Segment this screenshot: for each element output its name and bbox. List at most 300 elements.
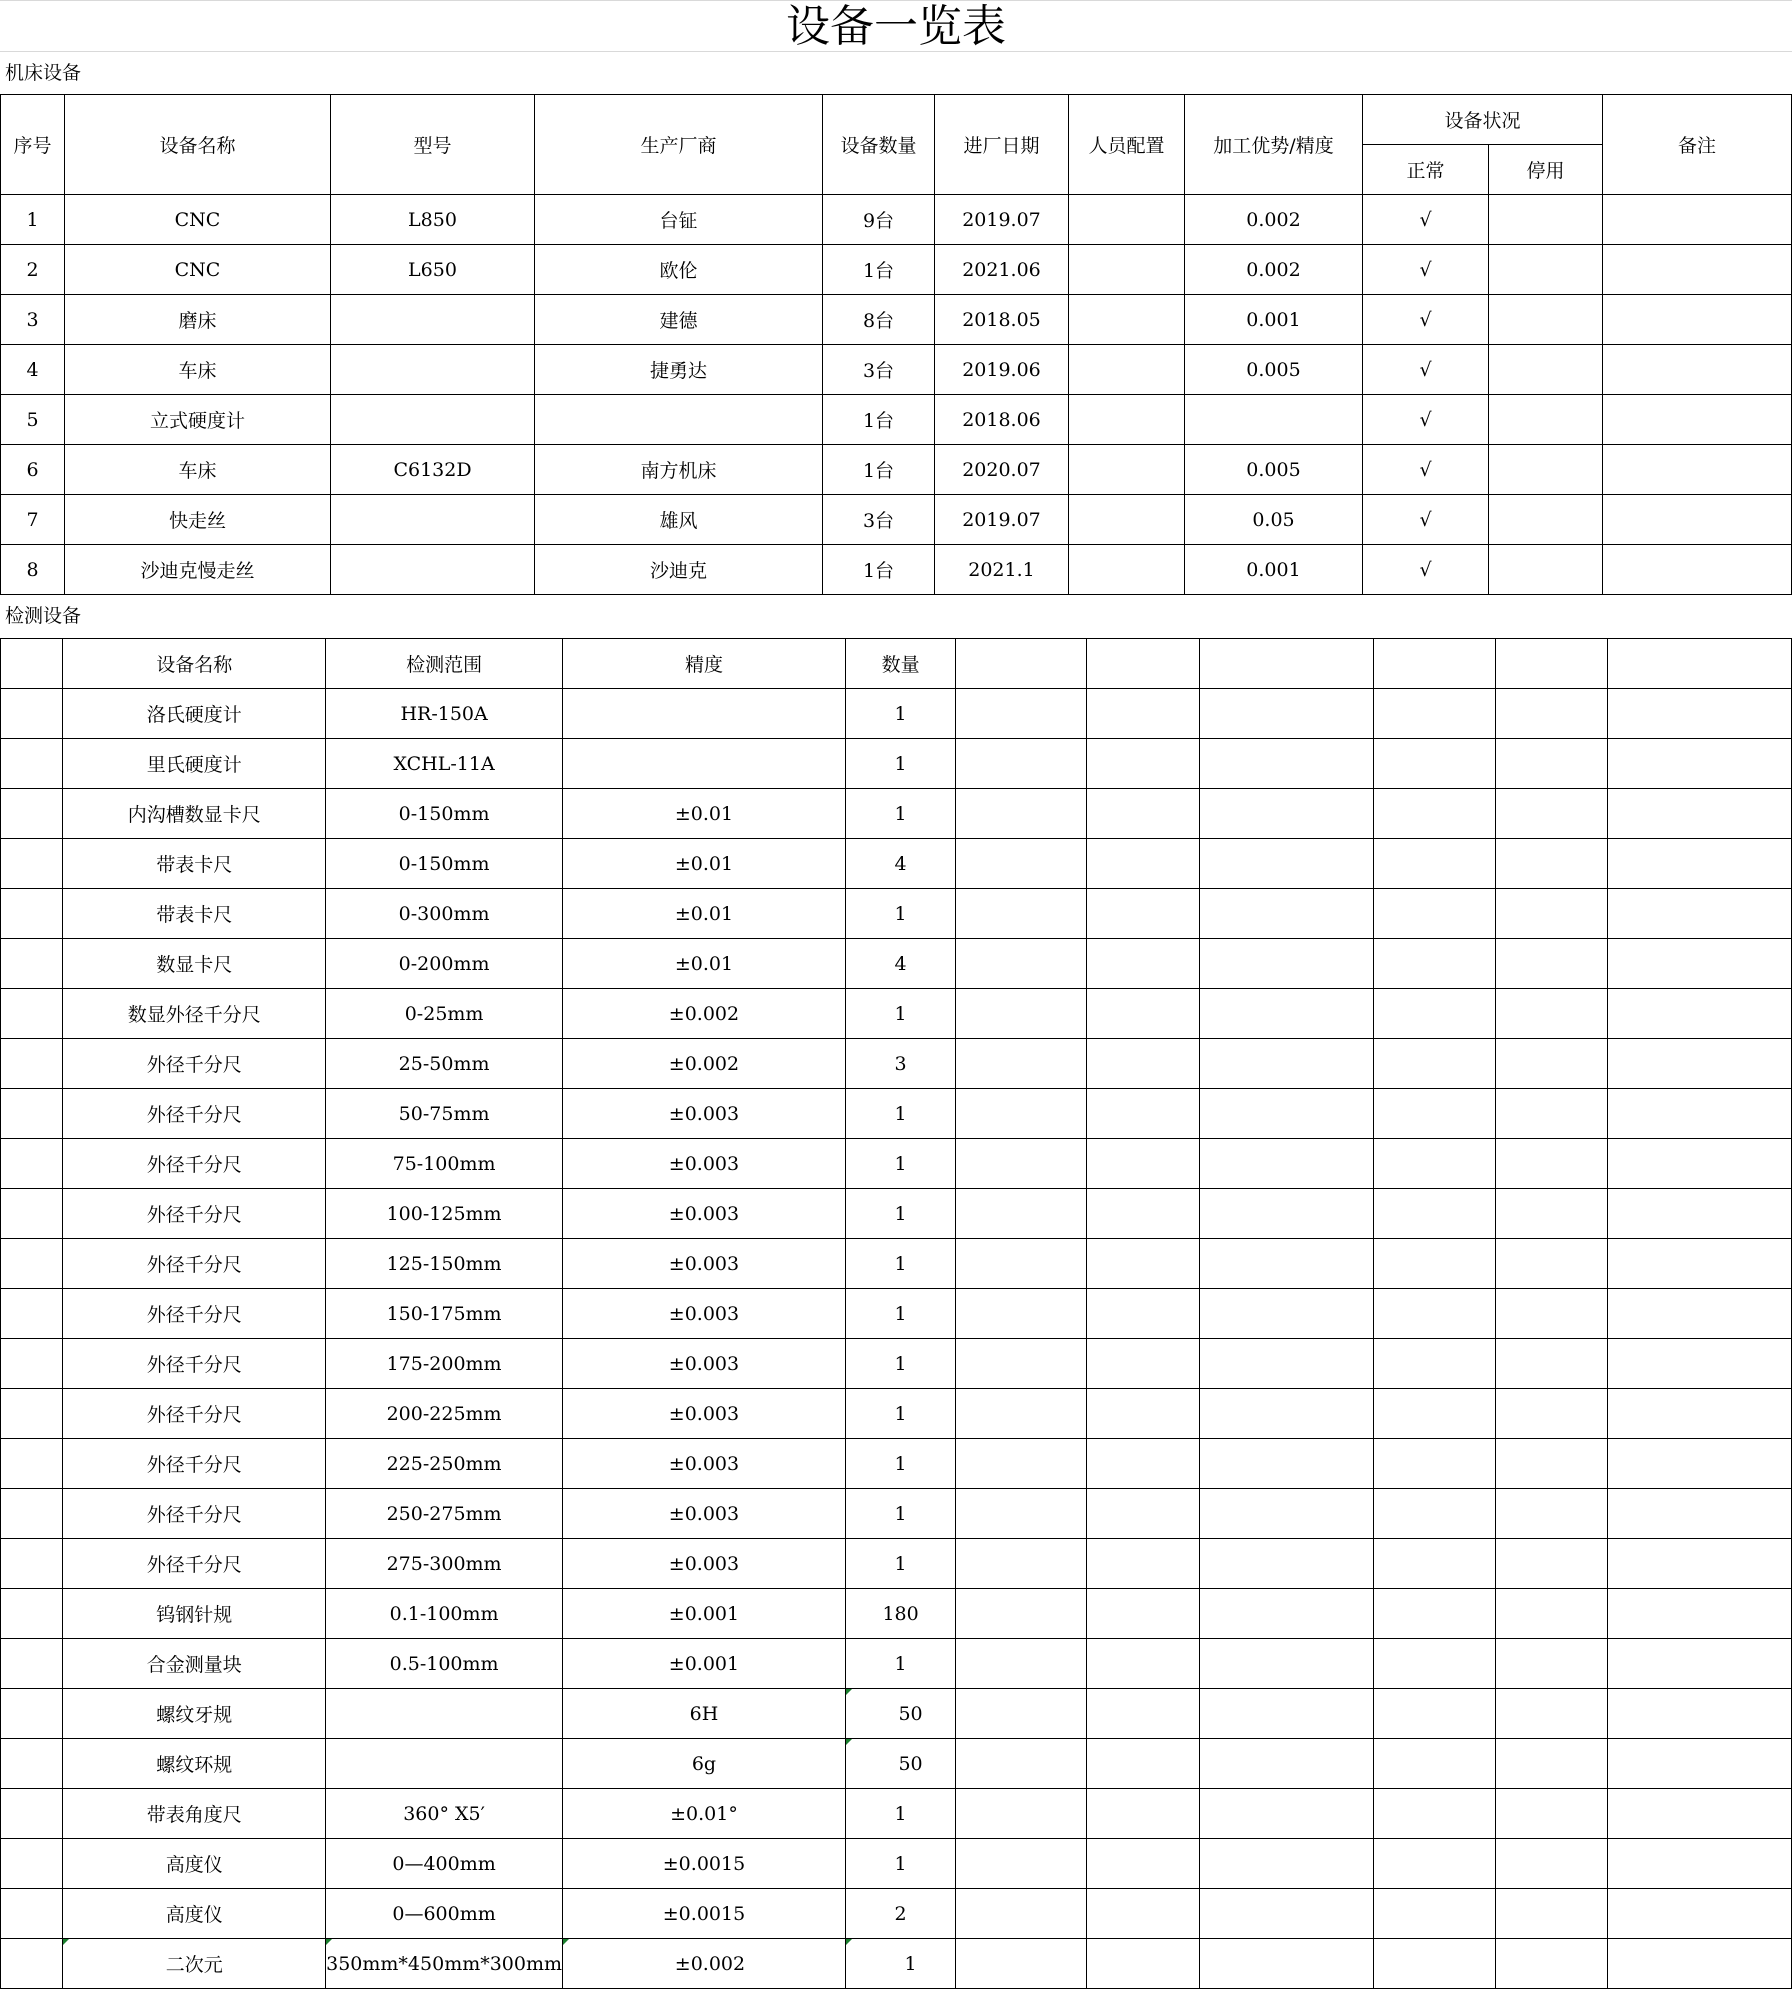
cell-normal: √ [1363,245,1489,295]
empty-cell [1607,689,1791,739]
cell-stopped [1489,345,1603,395]
empty-cell [1200,1289,1374,1339]
cell-precision: 0.001 [1185,545,1363,595]
cell-name: 外径千分尺 [63,1289,326,1339]
empty-cell [1607,1489,1791,1539]
cell-model [331,545,535,595]
inspection-table [0,638,1792,1989]
cell-qty: 1 [845,1389,955,1439]
empty-cell [1607,889,1791,939]
cell-precision: ±0.003 [563,1489,846,1539]
cell-range: 0-300mm [326,889,563,939]
cell-precision: ±0.01° [563,1789,846,1839]
empty-cell [1496,1739,1607,1789]
empty-cell [1200,1939,1374,1989]
empty-cell [1496,1539,1607,1589]
empty-cell [1,789,63,839]
empty-cell [1,1189,63,1239]
cell-maker: 雄风 [535,495,823,545]
cell-qty: 180 [845,1589,955,1639]
cell-name: 外径千分尺 [63,1039,326,1089]
header-normal: 正常 [1363,145,1489,195]
table-row [1,1239,1792,1289]
empty-cell [1373,1289,1496,1339]
cell-range: 0-150mm [326,839,563,889]
empty-cell [1496,839,1607,889]
cell-maker: 沙迪克 [535,545,823,595]
cell-maker: 南方机床 [535,445,823,495]
cell-name: 螺纹牙规 [63,1689,326,1739]
cell-name: 合金测量块 [63,1639,326,1689]
cell-model: C6132D [331,445,535,495]
table-row [1,889,1792,939]
cell-name: 外径千分尺 [63,1089,326,1139]
empty-cell [1,1439,63,1489]
empty-cell [1496,1589,1607,1639]
cell-range [326,1689,563,1739]
empty-cell [1607,1689,1791,1739]
cell-name: 车床 [65,445,331,495]
empty-cell [1496,1639,1607,1689]
empty-cell [1200,1439,1374,1489]
header-date: 进厂日期 [935,95,1069,195]
cell-date: 2020.07 [935,445,1069,495]
table-row [1,1389,1792,1439]
empty-cell [1086,1039,1199,1089]
empty-cell [1607,1139,1791,1189]
empty-cell [1,1939,63,1989]
table-row [1,1739,1792,1789]
cell-precision: ±0.003 [563,1539,846,1589]
empty-cell [1,1589,63,1639]
empty-cell [1496,739,1607,789]
empty-cell [1086,1589,1199,1639]
cell-model [331,295,535,345]
cell-name: CNC [65,195,331,245]
empty-cell [1200,1689,1374,1739]
cell-remark [1603,395,1792,445]
empty-cell [1086,639,1199,689]
cell-precision: ±0.003 [563,1339,846,1389]
empty-cell [1086,1089,1199,1139]
cell-precision: ±0.003 [563,1289,846,1339]
cell-model: L850 [331,195,535,245]
cell-precision: 6H [563,1689,846,1739]
cell-no: 8 [1,545,65,595]
empty-cell [1200,1139,1374,1189]
cell-date: 2018.05 [935,295,1069,345]
empty-cell [1373,1589,1496,1639]
cell-staff [1069,495,1185,545]
empty-cell [1373,889,1496,939]
empty-cell [1373,639,1496,689]
empty-cell [1607,989,1791,1039]
empty-cell [956,739,1087,789]
cell-name: 立式硬度计 [65,395,331,445]
cell-remark [1603,545,1792,595]
cell-model [331,495,535,545]
empty-cell [1373,1089,1496,1139]
cell-model [331,395,535,445]
cell-staff [1069,245,1185,295]
empty-cell [1607,739,1791,789]
cell-qty: 1 [845,889,955,939]
empty-cell [1,1389,63,1439]
cell-normal: √ [1363,345,1489,395]
table-row [1,1139,1792,1189]
empty-cell [1496,1789,1607,1839]
cell-normal: √ [1363,395,1489,445]
cell-remark [1603,245,1792,295]
header-model: 型号 [331,95,535,195]
table-row [1,545,1792,595]
cell-qty: 1台 [823,395,935,445]
cell-range: 350mm*450mm*300mm [326,1939,563,1989]
cell-staff [1069,545,1185,595]
cell-precision: ±0.0015 [563,1889,846,1939]
table-row [1,1939,1792,1989]
cell-precision: ±0.002 [563,1939,846,1989]
cell-qty: 8台 [823,295,935,345]
header-stopped: 停用 [1489,145,1603,195]
cell-qty: 3 [845,1039,955,1089]
cell-name: 高度仪 [63,1839,326,1889]
cell-no: 6 [1,445,65,495]
cell-name: 带表角度尺 [63,1789,326,1839]
empty-cell [1086,1689,1199,1739]
cell-maker: 捷勇达 [535,345,823,395]
empty-cell [1086,939,1199,989]
cell-staff [1069,195,1185,245]
empty-cell [1373,1239,1496,1289]
empty-cell [1086,889,1199,939]
empty-cell [1373,1639,1496,1689]
cell-remark [1603,495,1792,545]
empty-cell [1200,1189,1374,1239]
cell-stopped [1489,395,1603,445]
empty-cell [1496,939,1607,989]
empty-cell [1086,1289,1199,1339]
cell-date: 2019.07 [935,495,1069,545]
empty-cell [1373,1739,1496,1789]
empty-cell [1496,1689,1607,1739]
empty-cell [1200,1239,1374,1289]
empty-cell [1200,1389,1374,1439]
cell-qty: 1 [845,1239,955,1289]
empty-cell [1496,1339,1607,1389]
cell-remark [1603,345,1792,395]
cell-qty: 1 [845,1289,955,1339]
empty-cell [1,1139,63,1189]
empty-cell [1086,1739,1199,1789]
empty-cell [1200,989,1374,1039]
cell-name: 磨床 [65,295,331,345]
cell-name: 外径千分尺 [63,1189,326,1239]
cell-precision: ±0.003 [563,1439,846,1489]
empty-cell [1607,1739,1791,1789]
cell-stopped [1489,295,1603,345]
empty-cell [956,1089,1087,1139]
empty-cell [956,1189,1087,1239]
empty-cell [1607,1939,1791,1989]
cell-range: 0—600mm [326,1889,563,1939]
cell-model: L650 [331,245,535,295]
empty-cell [956,839,1087,889]
empty-cell [1607,639,1791,689]
cell-name: 外径千分尺 [63,1139,326,1189]
empty-cell [1496,689,1607,739]
cell-name: 沙迪克慢走丝 [65,545,331,595]
cell-range: 175-200mm [326,1339,563,1389]
cell-range: 200-225mm [326,1389,563,1439]
empty-cell [1200,1889,1374,1939]
table-row [1,839,1792,889]
empty-cell [1200,1489,1374,1539]
cell-range: 250-275mm [326,1489,563,1539]
cell-remark [1603,295,1792,345]
cell-no: 2 [1,245,65,295]
empty-cell [1,1239,63,1289]
empty-cell [956,1839,1087,1889]
empty-cell [1200,789,1374,839]
cell-precision: ±0.0015 [563,1839,846,1889]
empty-cell [956,1889,1087,1939]
table-row [1,1089,1792,1139]
table-row [1,989,1792,1039]
empty-cell [1373,1539,1496,1589]
cell-stopped [1489,445,1603,495]
inspection-section-label: 检测设备 [5,605,82,627]
sheet-title: 设备一览表 [0,0,1792,52]
empty-cell [956,1289,1087,1339]
empty-cell [1496,989,1607,1039]
header-qty: 数量 [845,639,955,689]
empty-cell [1496,1839,1607,1889]
empty-cell [1086,689,1199,739]
cell-range: 0-25mm [326,989,563,1039]
empty-cell [1,1489,63,1539]
cell-range: 25-50mm [326,1039,563,1089]
cell-qty: 1 [845,1189,955,1239]
empty-cell [1,1039,63,1089]
empty-cell [1200,939,1374,989]
cell-stopped [1489,495,1603,545]
empty-cell [1373,1389,1496,1439]
empty-cell [956,639,1087,689]
cell-precision: ±0.002 [563,1039,846,1089]
header-staff: 人员配置 [1069,95,1185,195]
empty-cell [1,1339,63,1389]
empty-cell [956,1439,1087,1489]
cell-date: 2019.07 [935,195,1069,245]
table-row [1,395,1792,445]
table-row [1,295,1792,345]
cell-qty: 1 [845,1089,955,1139]
cell-staff [1069,445,1185,495]
header-status: 设备状况 [1363,95,1603,145]
cell-precision: 0.05 [1185,495,1363,545]
cell-precision: ±0.01 [563,939,846,989]
table-row [1,1289,1792,1339]
empty-cell [956,1589,1087,1639]
cell-precision: 0.002 [1185,245,1363,295]
cell-date: 2021.1 [935,545,1069,595]
cell-remark [1603,445,1792,495]
empty-cell [1086,789,1199,839]
empty-cell [1200,839,1374,889]
cell-qty: 1 [845,1789,955,1839]
empty-cell [1496,1089,1607,1139]
cell-qty: 1台 [823,445,935,495]
empty-cell [1,1539,63,1589]
cell-name: 二次元 [63,1939,326,1989]
cell-precision: 0.005 [1185,345,1363,395]
empty-cell [1607,789,1791,839]
cell-name: 高度仪 [63,1889,326,1939]
cell-stopped [1489,195,1603,245]
cell-maker: 建德 [535,295,823,345]
cell-name: 快走丝 [65,495,331,545]
cell-qty: 9台 [823,195,935,245]
empty-cell [1,739,63,789]
header-precision: 加工优势/精度 [1185,95,1363,195]
empty-cell [1496,639,1607,689]
cell-name: 带表卡尺 [63,839,326,889]
table-row [1,1789,1792,1839]
empty-cell [956,789,1087,839]
empty-cell [1,1639,63,1689]
cell-precision: ±0.001 [563,1589,846,1639]
empty-cell [1607,1589,1791,1639]
empty-cell [1,1089,63,1139]
cell-maker: 欧伦 [535,245,823,295]
cell-precision: ±0.01 [563,889,846,939]
empty-cell [1086,739,1199,789]
empty-cell [1200,1539,1374,1589]
empty-cell [1373,1839,1496,1889]
cell-range: 0.1-100mm [326,1589,563,1639]
cell-qty: 4 [845,839,955,889]
cell-precision: ±0.003 [563,1389,846,1439]
cell-qty: 1 [845,739,955,789]
cell-name: 钨钢针规 [63,1589,326,1639]
empty-cell [956,1939,1087,1989]
table-row [1,495,1792,545]
table-row [1,1639,1792,1689]
empty-cell [1373,1189,1496,1239]
cell-range: 275-300mm [326,1539,563,1589]
table-row [1,1539,1792,1589]
cell-name: 洛氏硬度计 [63,689,326,739]
cell-precision: ±0.002 [563,989,846,1039]
empty-cell [1607,1839,1791,1889]
cell-date: 2021.06 [935,245,1069,295]
cell-model [331,345,535,395]
cell-name: 外径千分尺 [63,1539,326,1589]
cell-no: 1 [1,195,65,245]
empty-cell [1373,839,1496,889]
empty-cell [1373,739,1496,789]
table-row [1,195,1792,245]
empty-cell [1200,1639,1374,1689]
empty-cell [1373,1139,1496,1189]
cell-range: 0-150mm [326,789,563,839]
empty-cell [1607,1289,1791,1339]
cell-date: 2019.06 [935,345,1069,395]
cell-range: 0.5-100mm [326,1639,563,1689]
cell-qty: 3台 [823,495,935,545]
empty-cell [1200,1839,1374,1889]
cell-maker: 台钲 [535,195,823,245]
cell-qty: 1台 [823,245,935,295]
cell-name: 螺纹环规 [63,1739,326,1789]
cell-name: 外径千分尺 [63,1389,326,1439]
cell-stopped [1489,245,1603,295]
empty-cell [1496,1889,1607,1939]
empty-cell [1086,1239,1199,1289]
empty-cell [1607,1189,1791,1239]
header-name: 设备名称 [65,95,331,195]
empty-cell [956,689,1087,739]
cell-precision: ±0.01 [563,839,846,889]
table-row [1,789,1792,839]
cell-qty: 1 [845,989,955,1039]
empty-cell [956,939,1087,989]
empty-cell [1607,1539,1791,1589]
table-row [1,1589,1792,1639]
header-range: 检测范围 [326,639,563,689]
cell-qty: 1 [845,1439,955,1489]
cell-normal: √ [1363,495,1489,545]
cell-name: 外径千分尺 [63,1339,326,1389]
empty-cell [1607,1339,1791,1389]
cell-name: 外径千分尺 [63,1489,326,1539]
cell-qty: 1 [845,1939,955,1989]
cell-name: 里氏硬度计 [63,739,326,789]
empty-cell [1373,1889,1496,1939]
cell-name: 外径千分尺 [63,1439,326,1489]
empty-cell [1496,889,1607,939]
empty-cell [1607,1639,1791,1689]
table-row [1,1039,1792,1089]
table-row [1,739,1792,789]
cell-name: 带表卡尺 [63,889,326,939]
cell-range: 150-175mm [326,1289,563,1339]
cell-range [326,1739,563,1789]
cell-precision: ±0.003 [563,1189,846,1239]
inspection-header-row [1,639,1792,689]
cell-normal: √ [1363,295,1489,345]
cell-maker [535,395,823,445]
table-row [1,445,1792,495]
empty-cell [1607,839,1791,889]
cell-range: XCHL-11A [326,739,563,789]
empty-cell [1200,889,1374,939]
empty-cell [1496,1139,1607,1189]
cell-qty: 1 [845,1139,955,1189]
header-maker: 生产厂商 [535,95,823,195]
empty-cell [1200,1589,1374,1639]
empty-cell [1496,1439,1607,1489]
empty-cell [1607,1239,1791,1289]
cell-range: 100-125mm [326,1189,563,1239]
empty-cell [956,1339,1087,1389]
empty-cell [956,1639,1087,1689]
cell-name: 车床 [65,345,331,395]
table-row [1,1689,1792,1739]
empty-cell [1,689,63,739]
empty-cell [1200,1339,1374,1389]
